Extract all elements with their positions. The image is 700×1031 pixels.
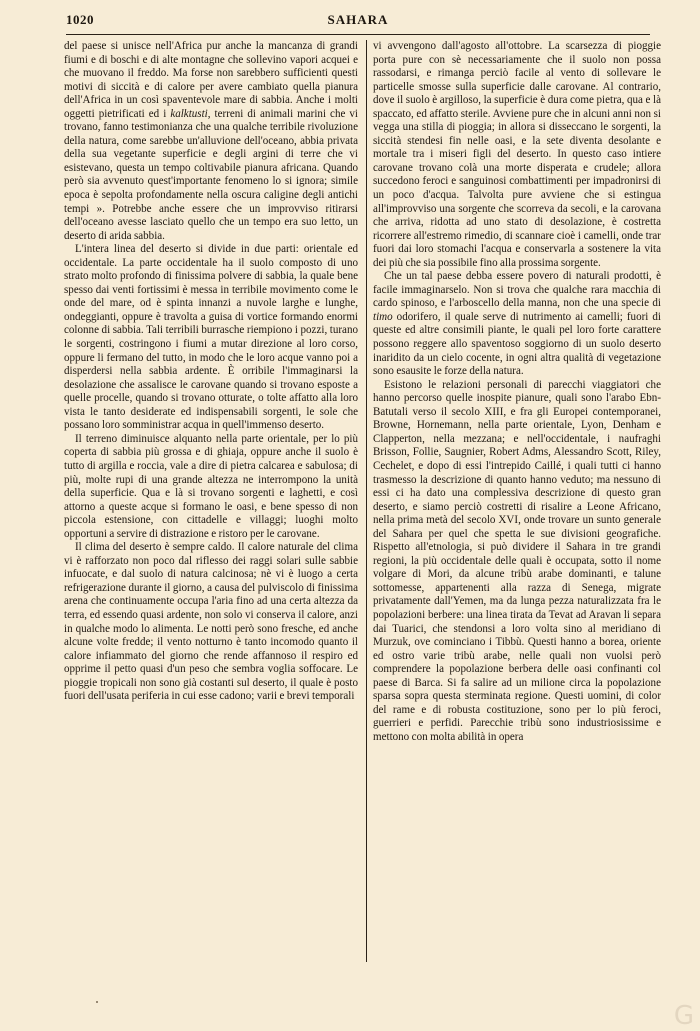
column-divider xyxy=(366,40,367,962)
paragraph: L'intera linea del deserto si divide in due parti: orientale ed occidentale. La parte occidentale ha il suolo composto di uno strato molto profondo di finissima polvere di sabbia, la quale bene spesso dai venti fortissimi è messa in terribile movimento come le onde del mare, od è spinta innanzi a nuvole larghe e lunghe, ondeggianti, oppure è travolta a guisa di vortice formando enormi colonne di sabbia. Tali terribili burrasche riempiono i pozzi, turano le sorgenti, costringono i fiumi a mutar direzione al loro corso, oppure li fermano del tutto, in modo che le loro acque vanno poi a disperdersi nella sabbia ardente. È orribile l'immaginarsi la desolazione che assalisce le carovane quando si trovano esposte a quelle procelle, quando si trovano otturate, o tolte affatto alla loro vista le tanto desiderate ed indispensabili sorgenti, le sole che possano loro somministrar acqua in quell'immenso deserto. xyxy=(64,243,358,432)
text-span: odorifero, il quale serve di nutrimento ai camelli; fuori di queste ed altre consimili piante, le quali pel loro forte carattere possono reggere allo spaventoso soggiorno di un suolo deserto inaridito da un cielo cocente, in ogni altra qualità di vegetazione sono esausite le forze della natura. xyxy=(373,310,661,378)
scan-watermark: G xyxy=(673,1001,694,1031)
italic-term: timo xyxy=(373,310,393,323)
paragraph: vi avvengono dall'agosto all'ottobre. La scarsezza di pioggie porta pure con sè necessariamente che il suolo non possa rassodarsi, e rimanga perciò facile al vento di sollevare le particelle smosse sulla superficie dalle carovane. Al contrario, dove il suolo è argilloso, la superficie è dura come pietra, qua e là spaccato, ed affatto sterile. Avviene pure che in alcuni anni non si vegga una stilla di pioggia; in allora si disseccano le sorgenti, la siccità stendesi fin nelle oasi, e la sete diventa desolante e mortale tra i miseri figli del deserto. In questo caso intiere carovane trovano colà una morte disperata e crudele; allora succedono feroci e sanguinosi combattimenti per impadronirsi di un poco d'acqua. Talvolta pure avviene che si estingua all'improvviso una sorgente che scorreva da secoli, e la carovana che arriva, ridotta ad uno stato di desolazione, è costretta ricorrere all'estremo rimedio, di scannare cioè i camelli, onde trar fuori dai loro stomachi l'acqua e conservarla a sostenere la vita dei più che sia possibile fino alla prossima sorgente. xyxy=(373,40,661,269)
paragraph: Il clima del deserto è sempre caldo. Il calore naturale del clima vi è rafforzato non poco dal riflesso dei raggi solari sulle sabbie infuocate, e dal suolo di natura calcinosa; nè vi è luogo a certa refrigerazione durante il giorno, a causa del pulviscolo di finissima arena che continuamente occupa l'aria fino ad una certa altezza da terra, ed essendo quasi ardente, non solo vi conserva il calore, anzi in qualche modo lo alimenta. Le notti però sono fresche, ed anche alcune volte fredde; il vento notturno è tanto incomodo quanto il calore infiammato del giorno che rende affannoso il respiro ed opprime il petto quasi d'un peso che sembra voglia soffocare. Le pioggie tropicali non sono già costanti sul deserto, il quale è posto fuori dell'usata periferia in cui esse cadono; varii e brevi temporali xyxy=(64,541,358,703)
text-span: Che un tal paese debba essere povero di naturali prodotti, è facile immaginarselo. Non si trova che qualche rara macchia di cardo spinoso, e l'arboscello della manna, non che una specie di xyxy=(373,270,661,310)
running-header xyxy=(66,12,650,32)
paragraph: Esistono le relazioni personali di parecchi viaggiatori che hanno percorso quelle inospite pianure, quali sono l'arabo Ebn-Batutali verso il secolo XIII, e fra gli Europei contemporanei, Browne, Hornemann, nella parte orientale, Lyon, Denham e Clapperton, nella mezzana; e nell'occidentale, i naufraghi Brisson, Follie, Saugnier, Robert Adms, Alessandro Scott, Riley, Cechelet, e dopo di essi l'intrepido Caillé, i quali tutti ci hanno trasmesso la descrizione di quanto hanno veduto; ma nessuno di essi ci ha dato una complessiva descrizione di questo gran deserto, e siamo perciò costretti di risalire a Leone Africano, nella prima metà del secolo XVI, onde trovare un sunto generale del Sahara per quel che spetta le sue divisioni geografiche. Rispetto all'etnologia, si può dividere il Sahara in tre grandi regioni, la più occidentale delle quali è occupata, sotto il nome volgare di Mori, da alcune tribù arabe dominanti, e talune sottomesse, appartenenti alla razza di Senega, migrate privatamente dall'Yemen, ma da lunga pezza naturalizzata fra le popolazioni berbere: una linea tirata da Tevat ad Aravan li separa dai Tuarici, che stendonsi a loro volta sino al meridiano di Murzuk, ove cominciano i Tibbù. Questi hanno a borea, oriente ed ostro varie tribù arabe, nelle quali non vuolsi però comprendere la popolazione berbera delle oasi confinanti col paese di Barca. Si fa salire ad un milione circa la popolazione sparsa sopra questa sterminata regione. Questi uomini, di color del rame e di robusta costituzione, sono per lo più feroci, guerrieri e perfidi. Parecchie tribù sono industriosissime e mettono con molta abilità in opera xyxy=(373,378,661,743)
text-span: del paese si unisce nell'Africa pur anche la mancanza di grandi fiumi e di boschi e di alte montagne che sollevino vapori acquei e che muovano il freddo. Ma forse non sarebbero sufficienti questi motivi di siccità e di calore per avere cambiato quella pianura dell'Africa in un così spaventevole mare di sabbia. Anche i molti oggetti pietrificati ed i xyxy=(64,40,358,120)
page-number: 1020 xyxy=(66,12,94,27)
paragraph xyxy=(64,40,358,243)
running-title: SAHARA xyxy=(327,12,389,27)
paragraph xyxy=(373,270,661,378)
text-span: , terreni di animali marini che vi trovano, fanno testimonianza che una qualche terribile rivoluzione della natura, come sarebbe un'alluvione dell'oceano, abbia privata della sua vegetante superficie e degli argini di terre che vi esistevano, questa un tempo coltivabile pianura africana. Quando però sia avvenuto quest'importante fenomeno lo si ignora; simile epoca è sepolta profondamente nella oscura caligine degli antichi tempi ». Potrebbe anche essere che un improvviso ritirarsi dell'oceano avesse lasciato quello che un tempo era suo letto, un deserto di arida sabbia. xyxy=(64,107,359,242)
left-column xyxy=(64,40,358,704)
header-rule xyxy=(66,34,650,35)
italic-term: kalktusti xyxy=(170,107,208,120)
right-column xyxy=(373,40,661,744)
paragraph: Il terreno diminuisce alquanto nella parte orientale, per lo più coperta di sabbia più grossa e di ghiaja, oppure anche il suolo è tutto di argilla e roccia, vale a dire di pietra calcarea e sabulosa; di più, molte rupi di una grande altezza ne interrompono la unità della superficie. Qua e là si trovano sorgenti e laghetti, e così attorno a queste acque si formano le oasi, e bene spesso di non piccola estensione, con cittadelle e villaggi; luoghi molto opportuni a servire di distrazione e ristoro per le carovane. xyxy=(64,432,358,540)
page-speck xyxy=(96,1001,98,1003)
